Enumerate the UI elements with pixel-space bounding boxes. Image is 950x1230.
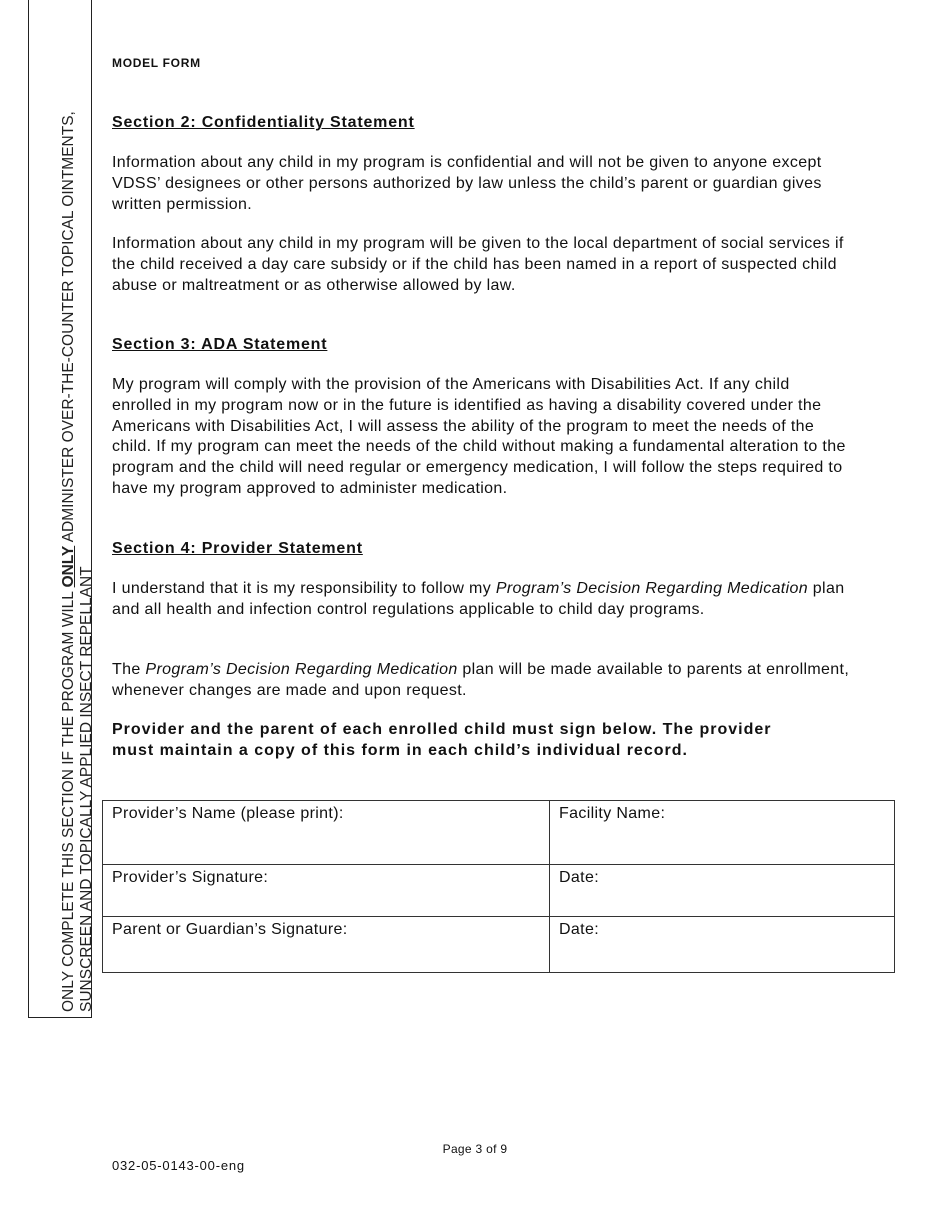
provider-date-label: Date:	[559, 869, 599, 886]
section-3-paragraph: My program will comply with the provision of the Americans with Disabilities Act. If any child enrolled in my program now or in the future is identified as having a disability covered under the Americans with Disabilities Act, I will assess the ability of the program to meet the needs of the child. If my program can meet the needs of the child without making a fundamental alteration to the program and the child will need regular or emergency medication, I will follow the steps required to have my program approved to administer medication.	[112, 376, 846, 497]
parent-signature-label: Parent or Guardian’s Signature:	[112, 921, 348, 938]
signature-row-parent	[103, 917, 895, 973]
section-4-paragraph-1: I understand that it is my responsibility to follow my Program’s Decision Regarding Medication plan and all health and infection control regulations applicable to child day programs.	[112, 580, 845, 618]
facility-name-label: Facility Name:	[559, 805, 666, 822]
provider-name-label: Provider’s Name (please print):	[112, 805, 344, 822]
sidebar-emphasis: ONLY	[60, 545, 77, 588]
program-decision-title: Program’s Decision Regarding Medication	[495, 580, 809, 597]
signature-table	[102, 800, 895, 973]
facility-name-field[interactable]	[550, 801, 895, 865]
section-4-heading: Section 4: Provider Statement	[112, 540, 363, 557]
signature-instruction: Provider and the parent of each enrolled child must sign below. The provider must maintain a copy of this form in each child’s individual record.	[112, 721, 772, 759]
parent-date-label: Date:	[559, 921, 599, 938]
sidebar-line-1: ONLY COMPLETE THIS SECTION IF THE PROGRAM WILL ONLY ADMINISTER OVER-THE-COUNTER TOPICAL OINTMENTS,	[60, 111, 77, 1012]
provider-signature-label: Provider’s Signature:	[112, 869, 269, 886]
sidebar-note	[60, 52, 96, 1012]
section-3-heading: Section 3: ADA Statement	[112, 336, 328, 353]
form-code: 032-05-0143-00-eng	[112, 1158, 245, 1173]
provider-name-field[interactable]	[103, 801, 550, 865]
sidebar-line-2: SUNSCREEN AND TOPICALLY APPLIED INSECT REPELLANT	[78, 566, 95, 1012]
section-2-heading: Section 2: Confidentiality Statement	[112, 114, 415, 131]
provider-signature-field[interactable]	[103, 865, 550, 917]
parent-signature-field[interactable]	[103, 917, 550, 973]
model-form-label: MODEL FORM	[112, 56, 201, 70]
signature-row-provider	[103, 801, 895, 865]
provider-date-field[interactable]	[550, 865, 895, 917]
section-2-paragraph-1: Information about any child in my program is confidential and will not be given to anyone except VDSS’ designees or other persons authorized by law unless the child’s parent or guardian gives written permission.	[112, 154, 822, 213]
signature-row-provider-signature	[103, 865, 895, 917]
section-2-paragraph-2: Information about any child in my program will be given to the local department of social services if the child received a day care subsidy or if the child has been named in a report of suspected child abuse or maltreatment or as otherwise allowed by law.	[112, 235, 844, 294]
page-number: Page 3 of 9	[442, 1142, 508, 1156]
parent-date-field[interactable]	[550, 917, 895, 973]
program-decision-title: Program’s Decision Regarding Medication	[145, 661, 458, 678]
section-4-paragraph-2: The Program’s Decision Regarding Medication plan will be made available to parents at enrollment, whenever changes are made and upon request.	[112, 661, 850, 699]
